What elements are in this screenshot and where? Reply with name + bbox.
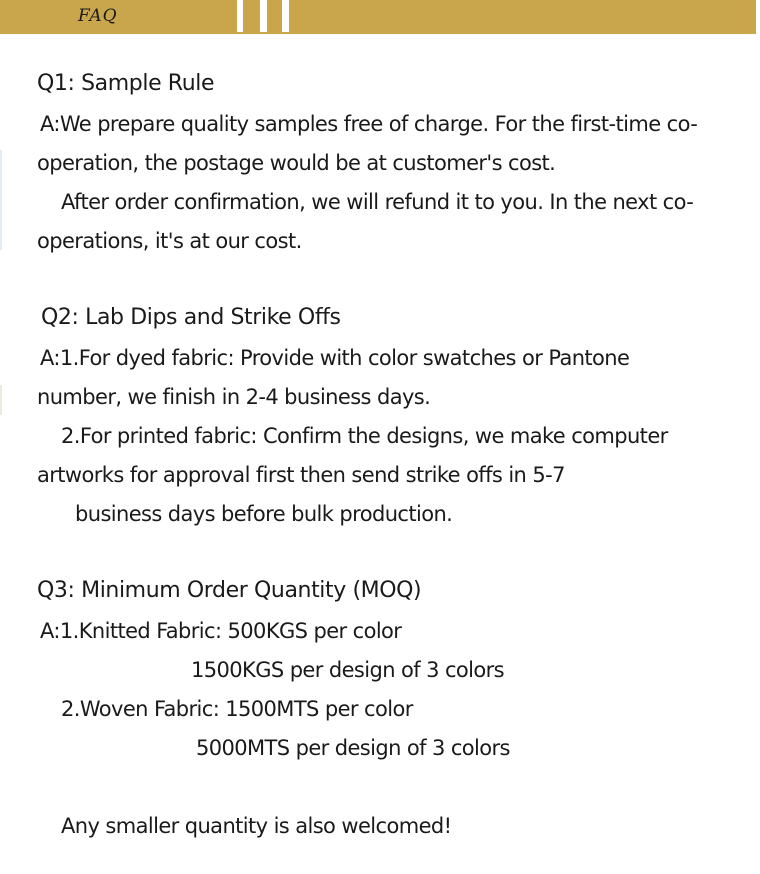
header-bar-left	[0, 0, 237, 32]
q1-answer-line: A:We prepare quality samples free of charge. For the first-time co-	[40, 112, 698, 136]
header-stripe	[243, 0, 260, 32]
faq-header	[0, 0, 760, 34]
left-edge-accent	[0, 150, 2, 250]
q1-question: Q1: Sample Rule	[37, 71, 215, 96]
q3-answer-line: 1500KGS per design of 3 colors	[191, 658, 504, 682]
closing-note: Any smaller quantity is also welcomed!	[61, 814, 452, 838]
q2-answer-line: A:1.For dyed fabric: Provide with color swatches or Pantone	[40, 346, 630, 370]
q3-question: Q3: Minimum Order Quantity (MOQ)	[37, 578, 422, 603]
q1-answer-line: operation, the postage would be at customer's cost.	[37, 151, 556, 175]
faq-title: FAQ	[78, 6, 118, 26]
q1-answer-line: After order confirmation, we will refund it to you. In the next co-	[61, 190, 694, 214]
q2-answer-line: artworks for approval first then send strike offs in 5-7	[37, 463, 565, 487]
header-bar-right	[289, 0, 756, 32]
q3-answer-line: 5000MTS per design of 3 colors	[196, 736, 510, 760]
q2-answer-line: business days before bulk production.	[75, 502, 453, 526]
header-underline	[0, 32, 756, 34]
q3-answer-line: A:1.Knitted Fabric: 500KGS per color	[40, 619, 402, 643]
q2-question: Q2: Lab Dips and Strike Offs	[41, 305, 341, 330]
left-edge-accent	[0, 385, 2, 415]
q3-answer-line: 2.Woven Fabric: 1500MTS per color	[61, 697, 413, 721]
q2-answer-line: 2.For printed fabric: Confirm the designs, we make computer	[61, 424, 668, 448]
q1-answer-line: operations, it's at our cost.	[37, 229, 302, 253]
q2-answer-line: number, we finish in 2-4 business days.	[37, 385, 431, 409]
header-stripe	[267, 0, 282, 32]
